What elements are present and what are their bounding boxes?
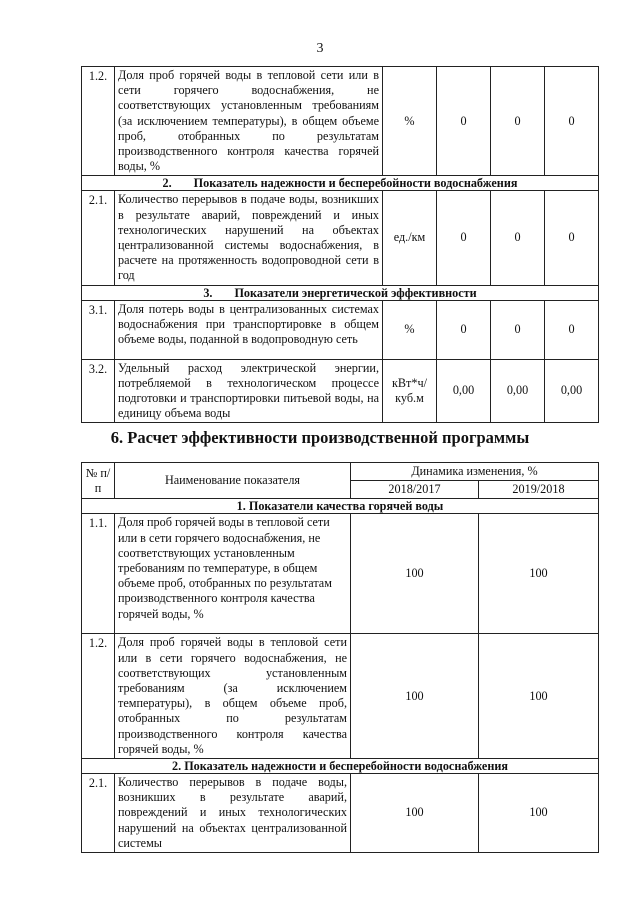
unit: кВт*ч/ куб.м (383, 359, 437, 423)
section-title: 2. Показатель надежности и бесперебойности водоснабжения (82, 759, 599, 774)
header-number: № п/п (82, 463, 115, 499)
value: 0 (491, 300, 545, 359)
value: 0 (437, 67, 491, 176)
table-row (82, 67, 599, 176)
row-number: 1.2. (82, 67, 115, 176)
section-row (82, 285, 599, 300)
section-row (82, 759, 599, 774)
indicator-name: Доля проб горячей воды в тепловой сети или в сети горячего водоснабжения, не соответствующих установленным требованиям (за исключением температуры), в общем объеме проб, отобранных по результатам производственного контроля качества горячей воды, % (115, 634, 351, 759)
section-title: 2. Показатель надежности и бесперебойности водоснабжения (82, 176, 599, 191)
value: 0,00 (437, 359, 491, 423)
row-number: 3.1. (82, 300, 115, 359)
value: 100 (479, 634, 599, 759)
table-row (82, 634, 599, 759)
indicator-name: Доля потерь воды в централизованных системах водоснабжения при транспортировке в общем объеме воды, поданной в водопроводную сеть (115, 300, 383, 359)
table-row (82, 359, 599, 423)
section-title: 3. Показатели энергетической эффективности (82, 285, 599, 300)
header-row (82, 463, 599, 481)
unit: % (383, 300, 437, 359)
indicators-table (81, 66, 599, 423)
value: 0 (437, 191, 491, 285)
header-year-2018: 2018/2017 (351, 481, 479, 499)
value: 0 (545, 67, 599, 176)
section-heading: 6. Расчет эффективности производственной программы (110, 428, 530, 447)
indicator-name: Доля проб горячей воды в тепловой сети или в сети горячего водоснабжения, не соответствующих установленным требованиям по температуре, в общем объеме проб, отобранных по результатам производственного контроля качества горячей воды, % (115, 514, 351, 634)
value: 100 (351, 774, 479, 853)
table-row (82, 774, 599, 853)
unit: % (383, 67, 437, 176)
indicator-name: Количество перерывов в подаче воды, возникших в результате аварий, повреждений и иных технологических нарушений на объектах централизованной системы водоснабжения, в расчете на протяженность водопроводной сети в год (115, 191, 383, 285)
section-row (82, 499, 599, 514)
value: 0 (491, 67, 545, 176)
value: 100 (351, 514, 479, 634)
table-row (82, 514, 599, 634)
row-number: 1.2. (82, 634, 115, 759)
section-row (82, 176, 599, 191)
value: 0 (545, 300, 599, 359)
efficiency-table (81, 462, 599, 853)
value: 100 (351, 634, 479, 759)
row-number: 3.2. (82, 359, 115, 423)
indicator-name: Доля проб горячей воды в тепловой сети или в сети горячего водоснабжения, не соответствующих установленным требованиям (за исключением температуры), в общем объеме проб, отобранных по результатам производственного контроля качества горячей воды, % (115, 67, 383, 176)
table-row (82, 191, 599, 285)
value: 0,00 (491, 359, 545, 423)
unit: ед./км (383, 191, 437, 285)
header-indicator: Наименование показателя (115, 463, 351, 499)
header-year-2019: 2019/2018 (479, 481, 599, 499)
section-title: 1. Показатели качества горячей воды (82, 499, 599, 514)
value: 0,00 (545, 359, 599, 423)
table-row (82, 300, 599, 359)
value: 100 (479, 774, 599, 853)
row-number: 2.1. (82, 191, 115, 285)
page-number: 3 (316, 41, 324, 56)
row-number: 2.1. (82, 774, 115, 853)
indicator-name: Количество перерывов в подаче воды, возникших в результате аварий, повреждений и иных технологических нарушений на объектах централизованной системы (115, 774, 351, 853)
value: 0 (437, 300, 491, 359)
value: 100 (479, 514, 599, 634)
value: 0 (545, 191, 599, 285)
value: 0 (491, 191, 545, 285)
row-number: 1.1. (82, 514, 115, 634)
indicator-name: Удельный расход электрической энергии, потребляемой в технологическом процессе подготовки и транспортировки питьевой воды, на единицу объема воды (115, 359, 383, 423)
header-dynamics: Динамика изменения, % (351, 463, 599, 481)
